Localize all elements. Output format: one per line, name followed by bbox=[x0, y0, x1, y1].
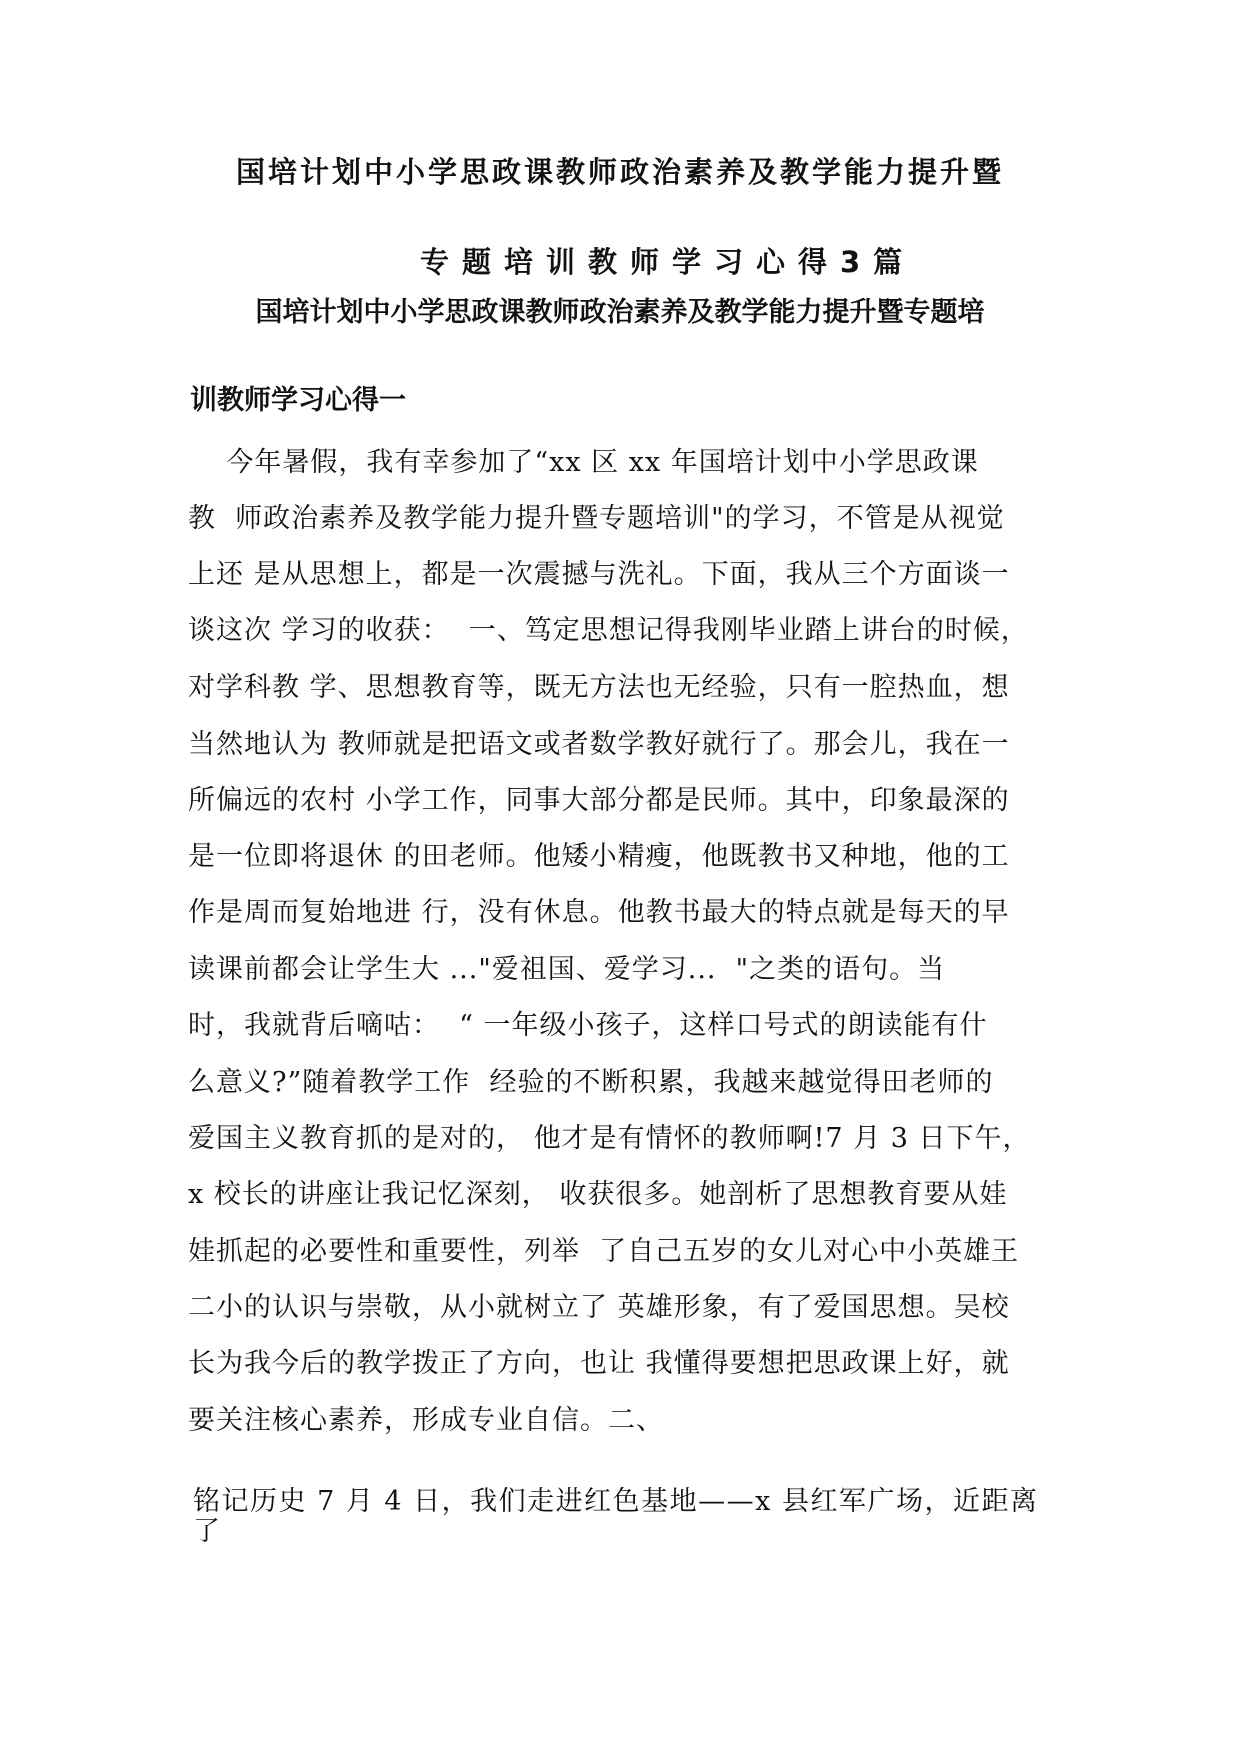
body-line: 长为我今后的教学拨正了方向，也让 我懂得要想把思政课上好，就 bbox=[188, 1348, 1010, 1379]
tail-paragraph: 铭记历史 7 月 4 日，我们走进红色基地——x 县红军广场，近距离了 bbox=[193, 1486, 1039, 1547]
body-line: 娃抓起的必要性和重要性，列举 了自己五岁的女儿对心中小英雄王 bbox=[188, 1236, 1020, 1267]
document-title-line-2: 专题培训教师学习心得3篇 bbox=[420, 245, 916, 279]
body-line: 读课前都会让学生大 ..."爱祖国、爱学习... "之类的语句。当 bbox=[188, 954, 946, 985]
body-line: 教 师政治素养及教学能力提升暨专题培训"的学习，不管是从视觉 bbox=[188, 503, 1005, 534]
document-title-line-1: 国培计划中小学思政课教师政治素养及教学能力提升暨 bbox=[235, 155, 1004, 189]
body-line: 作是周而复始地进 行，没有休息。他教书最大的特点就是每天的早 bbox=[188, 897, 1010, 928]
body-line: 今年暑假，我有幸参加了“xx 区 xx 年国培计划中小学思政课 bbox=[188, 447, 979, 478]
body-line: 么意义?”随着教学工作 经验的不断积累，我越来越觉得田老师的 bbox=[188, 1067, 994, 1098]
section-heading: 训教师学习心得一 bbox=[190, 385, 406, 416]
body-line: 对学科教 学、思想教育等，既无方法也无经验，只有一腔热血，想 bbox=[188, 672, 1010, 703]
body-line: 二小的认识与崇敬，从小就树立了 英雄形象，有了爱国思想。吴校 bbox=[188, 1292, 1010, 1323]
body-line: 上还 是从思想上，都是一次震撼与洗礼。下面，我从三个方面谈一 bbox=[188, 559, 1010, 590]
body-line: 当然地认为 教师就是把语文或者数学教好就行了。那会儿，我在一 bbox=[188, 729, 1010, 760]
body-line: x 校长的讲座让我记忆深刻， 收获很多。她剖析了思想教育要从娃 bbox=[188, 1179, 1008, 1210]
body-line: 爱国主义教育抓的是对的， 他才是有情怀的教师啊!7 月 3 日下午， bbox=[188, 1123, 1031, 1154]
body-line: 要关注核心素养，形成专业自信。二、 bbox=[188, 1405, 664, 1436]
body-line: 是一位即将退休 的田老师。他矮小精瘦，他既教书又种地，他的工 bbox=[188, 841, 1010, 872]
body-line: 谈这次 学习的收获： 一、笃定思想记得我刚毕业踏上讲台的时候， bbox=[188, 615, 1029, 646]
document-subtitle: 国培计划中小学思政课教师政治素养及教学能力提升暨专题培 bbox=[255, 297, 985, 328]
body-line: 所偏远的农村 小学工作，同事大部分都是民师。其中，印象最深的 bbox=[188, 785, 1010, 816]
body-line: 时，我就背后嘀咕： “ 一年级小孩子，这样口号式的朗读能有什 bbox=[188, 1010, 988, 1041]
